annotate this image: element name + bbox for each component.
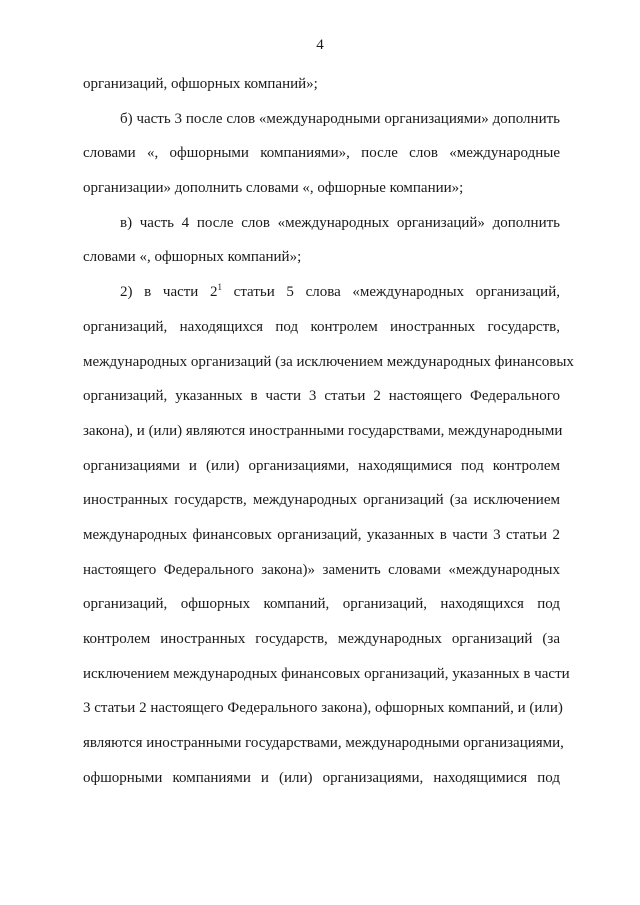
- document-body: [83, 67, 574, 795]
- text-line: международных финансовых организаций, указанных в части 3 статьи 2: [83, 526, 560, 543]
- text-line-before: 2) в части 2: [120, 284, 218, 301]
- text-line: 3 статьи 2 настоящего Федерального закона), офшорных компаний, и (или): [83, 700, 563, 717]
- text-line: организаций, офшорных компаний»;: [83, 76, 318, 92]
- text-line: закона), и (или) являются иностранными государствами, международными: [83, 422, 563, 439]
- text-line: международных организаций (за исключением международных финансовых: [83, 353, 574, 370]
- page-number: 4: [316, 37, 324, 53]
- text-line: организаций, указанных в части 3 статьи 2 настоящего Федерального: [83, 388, 560, 405]
- superscript-mark: 1: [217, 282, 222, 293]
- text-line: организациями и (или) организациями, находящимися под контролем: [83, 457, 560, 474]
- text-line: организации» дополнить словами «, офшорные компании»;: [83, 180, 464, 197]
- text-line: офшорными компаниями и (или) организациями, находящимися под: [83, 769, 560, 786]
- text-line: настоящего Федерального закона)» заменить словами «международных: [83, 561, 560, 578]
- text-line: контролем иностранных государств, международных организаций (за: [83, 631, 560, 647]
- text-line: организаций, офшорных компаний, организаций, находящихся под: [83, 596, 560, 613]
- text-line: [83, 275, 560, 310]
- text-line: исключением международных финансовых организаций, указанных в части: [83, 665, 570, 682]
- text-line: словами «, офшорными компаниями», после слов «международные: [83, 145, 560, 162]
- text-line: словами «, офшорных компаний»;: [83, 249, 302, 266]
- text-line: иностранных государств, международных организаций (за исключением: [83, 492, 560, 509]
- text-line: в) часть 4 после слов «международных организаций» дополнить: [120, 214, 560, 231]
- text-line-after: статьи 5 слова «международных организаций,: [222, 284, 560, 301]
- text-line: б) часть 3 после слов «международными организациями» дополнить: [120, 110, 560, 127]
- text-line: организаций, находящихся под контролем иностранных государств,: [83, 318, 560, 335]
- text-line: являются иностранными государствами, международными организациями,: [83, 735, 564, 752]
